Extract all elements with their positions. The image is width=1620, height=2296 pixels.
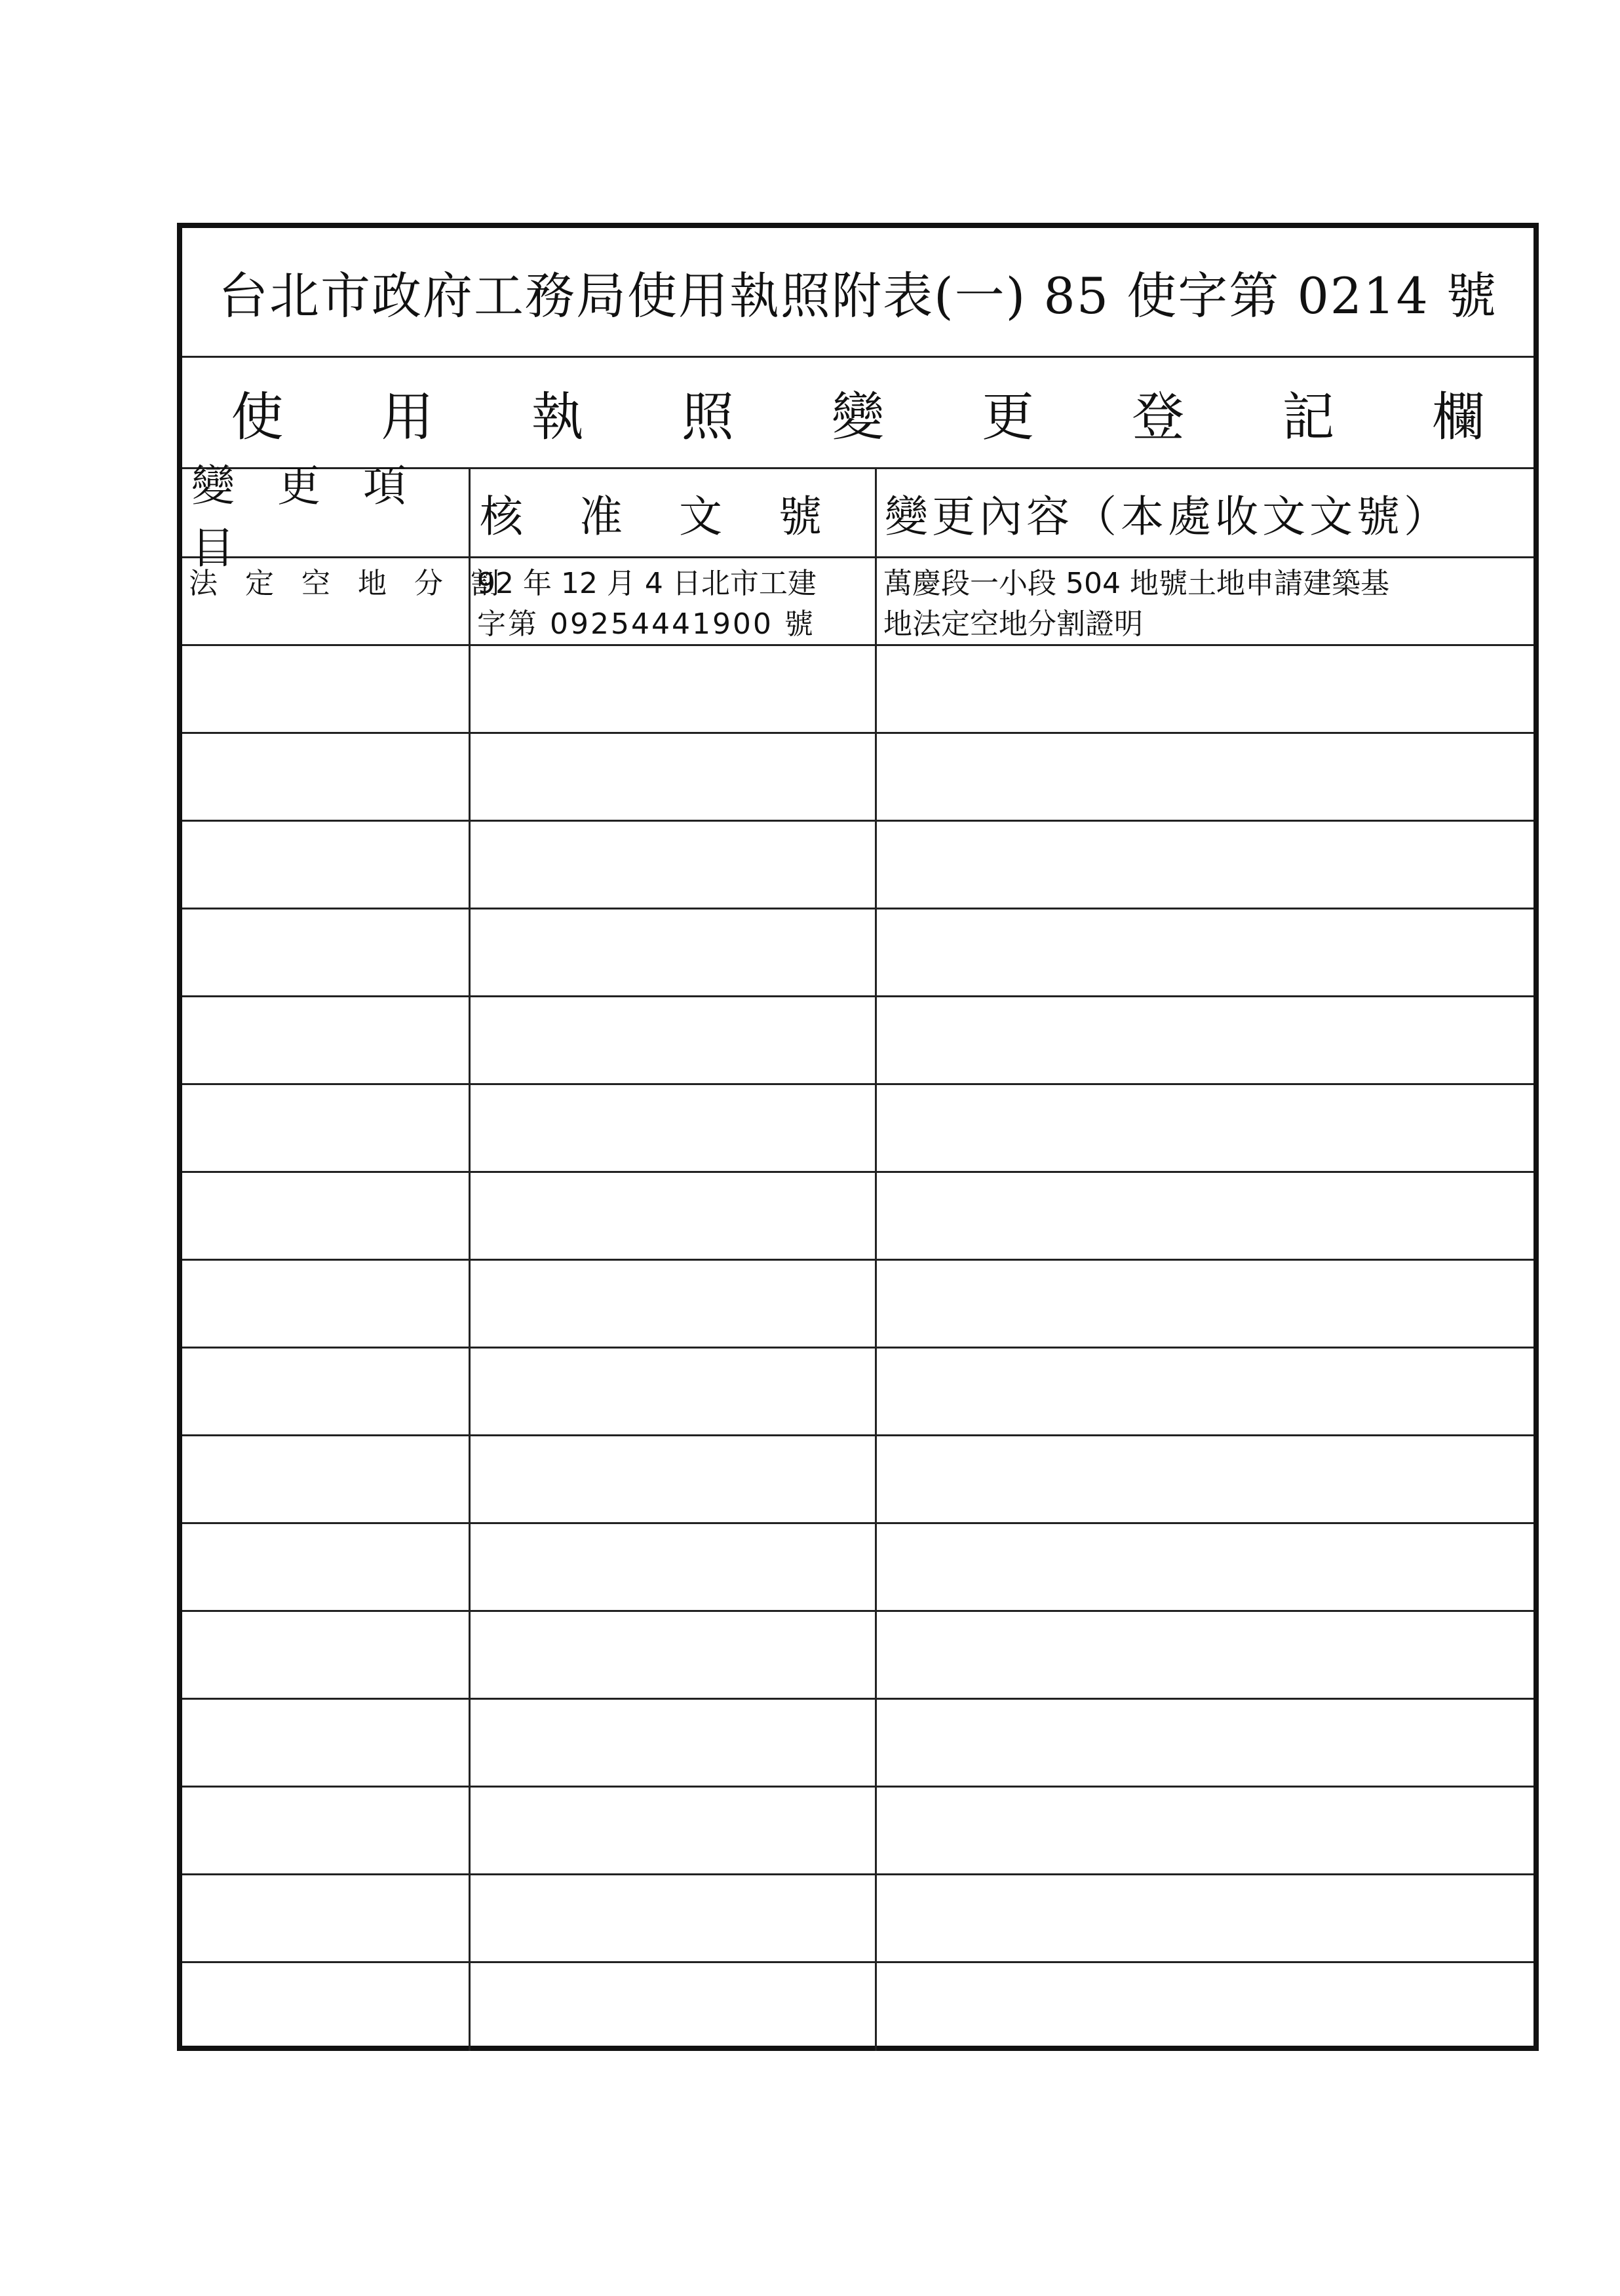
- blank-table-row: [182, 1173, 1533, 1261]
- entry-content-cell: [877, 558, 1533, 644]
- blank-table-row: [182, 734, 1533, 822]
- blank-cell: [471, 646, 877, 732]
- blank-cell: [877, 1612, 1533, 1698]
- blank-table-row: [182, 646, 1533, 734]
- blank-table-row: [182, 909, 1533, 997]
- section-title-char: 記: [1282, 387, 1335, 448]
- entry-approval-cell: [471, 558, 877, 644]
- usage-permit-change-form: [177, 223, 1539, 2051]
- blank-cell: [471, 1700, 877, 1786]
- entry-content-line1: 萬慶段一小段 504 地號土地申請建築基: [883, 567, 1389, 600]
- blank-cell: [182, 1788, 471, 1873]
- column-header-row: [182, 460, 1533, 573]
- blank-table-row: [182, 1349, 1533, 1436]
- header-item-cell: [182, 460, 471, 573]
- section-title-char: 登: [1132, 387, 1185, 448]
- blank-cell: [877, 822, 1533, 908]
- blank-cell: [471, 997, 877, 1083]
- blank-table-row: [182, 1085, 1533, 1173]
- blank-cell: [182, 734, 471, 820]
- blank-table-row: [182, 1875, 1533, 1963]
- form-title: 台北市政府工務局使用執照附表(一) 85 使字第 0214 號: [218, 267, 1498, 325]
- blank-cell: [182, 1173, 471, 1259]
- blank-cell: [877, 1524, 1533, 1610]
- blank-cell: [182, 1085, 471, 1171]
- section-title-char: 用: [381, 387, 434, 448]
- blank-cell: [182, 1963, 471, 2051]
- blank-table-row: [182, 1788, 1533, 1875]
- blank-cell: [877, 1173, 1533, 1259]
- blank-table-row: [182, 1963, 1533, 2051]
- blank-cell: [471, 1524, 877, 1610]
- blank-table-row: [182, 1612, 1533, 1700]
- form-title-row: [182, 228, 1533, 358]
- blank-cell: [182, 1524, 471, 1610]
- blank-cell: [182, 1875, 471, 1961]
- entry-content-line2: 地法定空地分割證明: [883, 607, 1143, 641]
- blank-cell: [471, 1261, 877, 1347]
- blank-cell: [182, 1349, 471, 1434]
- blank-cell: [471, 734, 877, 820]
- blank-cell: [471, 1173, 877, 1259]
- section-title-char: 照: [681, 387, 734, 448]
- blank-cell: [471, 1436, 877, 1522]
- blank-cell: [471, 1788, 877, 1873]
- header-approval-no: 核 准 文 號: [480, 491, 828, 542]
- blank-cell: [471, 822, 877, 908]
- blank-cell: [471, 1085, 877, 1171]
- blank-cell: [471, 1612, 877, 1698]
- blank-cell: [182, 909, 471, 995]
- blank-cell: [471, 909, 877, 995]
- blank-cell: [182, 1700, 471, 1786]
- blank-cell: [877, 997, 1533, 1083]
- blank-cell: [877, 909, 1533, 995]
- entry-approval-no-line1: 92 年 12 月 4 日北市工建: [477, 567, 817, 600]
- blank-cell: [877, 1261, 1533, 1347]
- blank-cell: [182, 1612, 471, 1698]
- header-approval-cell: [471, 469, 877, 556]
- blank-table-row: [182, 1436, 1533, 1524]
- blank-cell: [471, 1963, 877, 2051]
- blank-cell: [471, 1349, 877, 1434]
- blank-cell: [182, 997, 471, 1083]
- blank-cell: [877, 646, 1533, 732]
- blank-cell: [877, 1788, 1533, 1873]
- header-content-cell: [877, 469, 1533, 556]
- entry-approval-no-line2: 字第 09254441900 號: [477, 607, 815, 641]
- table-row: [182, 558, 1533, 646]
- header-content: 變更內容（本處收文文號）: [885, 491, 1451, 542]
- section-title-char: 變: [831, 387, 884, 448]
- entry-item-cell: [182, 558, 509, 644]
- blank-cell: [877, 1085, 1533, 1171]
- blank-cell: [471, 1875, 877, 1961]
- header-item: 變 更 項 目: [191, 460, 421, 573]
- section-title-char: 使: [231, 387, 284, 448]
- blank-cell: [182, 1436, 471, 1522]
- blank-cell: [877, 1349, 1533, 1434]
- blank-cell: [182, 646, 471, 732]
- blank-table-row: [182, 822, 1533, 909]
- section-title-char: 執: [531, 387, 584, 448]
- blank-cell: [877, 734, 1533, 820]
- blank-cell: [182, 1261, 471, 1347]
- blank-table-row: [182, 1524, 1533, 1612]
- blank-cell: [877, 1436, 1533, 1522]
- blank-cell: [877, 1700, 1533, 1786]
- blank-cell: [182, 822, 471, 908]
- blank-table-row: [182, 997, 1533, 1085]
- blank-table-row: [182, 1261, 1533, 1349]
- section-title-char: 欄: [1432, 387, 1485, 448]
- section-title-char: 更: [982, 387, 1035, 448]
- blank-table-row: [182, 1700, 1533, 1788]
- blank-cell: [877, 1875, 1533, 1961]
- blank-cell: [877, 1963, 1533, 2051]
- entry-item: 法 定 空 地 分 割: [189, 567, 509, 600]
